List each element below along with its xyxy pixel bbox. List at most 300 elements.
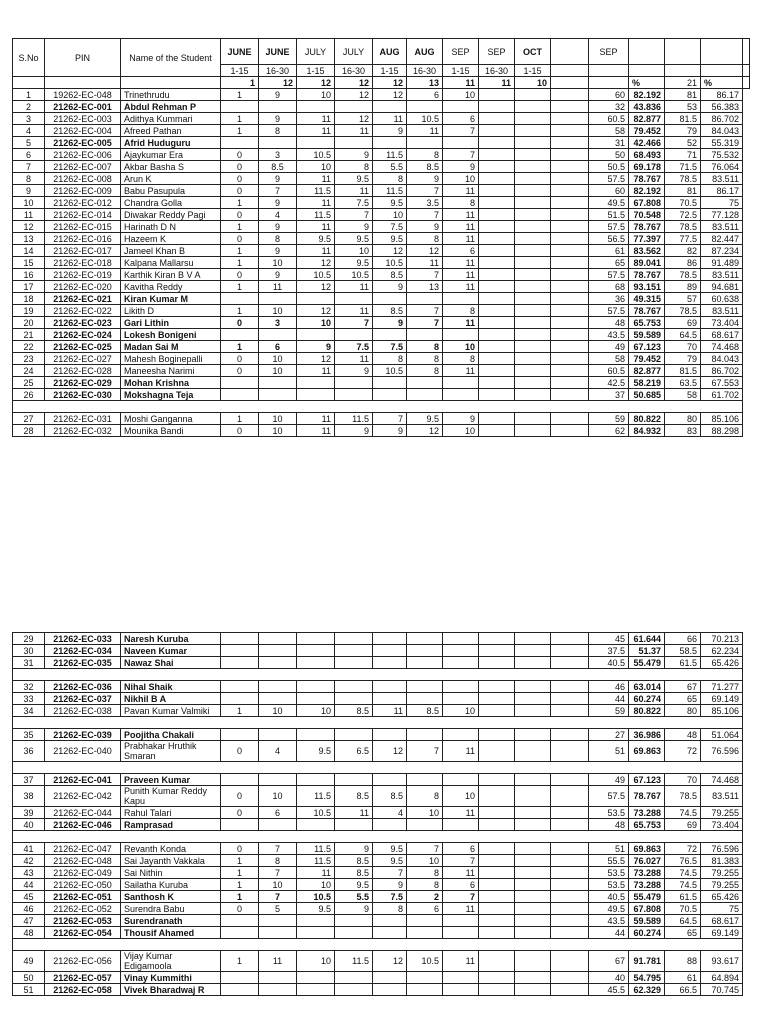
cell-total: 72: [665, 843, 701, 855]
cell-blank: [551, 633, 589, 645]
header-total: 12: [373, 77, 407, 89]
cell-total: 71: [665, 149, 701, 161]
cell-attendance: [515, 951, 551, 972]
header-month: SEP: [443, 39, 479, 65]
cell-percent: 73.288: [629, 807, 665, 819]
header-blank: [121, 77, 221, 89]
cell-attendance: 9.5: [373, 197, 407, 209]
cell-attendance: [259, 293, 297, 305]
table-row: [13, 855, 743, 867]
cell-attendance: 6: [407, 903, 443, 915]
cell-blank: [551, 329, 589, 341]
cell-attendance: [297, 693, 335, 705]
header-total: 10: [515, 77, 551, 89]
cell-sno: 51: [13, 984, 45, 996]
table-row: [13, 221, 750, 233]
cell-attendance: [407, 693, 443, 705]
cell-percent-final: 83.511: [701, 173, 743, 185]
cell-attendance: [221, 389, 259, 401]
cell-name: Thousif Ahamed: [121, 927, 221, 939]
cell-attendance: [515, 281, 551, 293]
cell-attendance: [479, 137, 515, 149]
cell-pin: 21262-EC-003: [45, 113, 121, 125]
cell-attendance: [373, 657, 407, 669]
cell-total: 81.5: [665, 365, 701, 377]
cell-attendance: 9: [407, 173, 443, 185]
cell-sep-total: 40: [589, 972, 629, 984]
cell-percent: 78.767: [629, 173, 665, 185]
cell-sep-total: 68: [589, 281, 629, 293]
cell-blank: [551, 173, 589, 185]
cell-attendance: [515, 365, 551, 377]
cell-pin: 21262-EC-044: [45, 807, 121, 819]
cell-sno: 18: [13, 293, 45, 305]
table-row: [13, 819, 743, 831]
cell-percent-final: 56.383: [701, 101, 743, 113]
cell-total: 74.5: [665, 867, 701, 879]
cell-attendance: 9.5: [373, 855, 407, 867]
cell-attendance: [515, 915, 551, 927]
cell-attendance: [479, 786, 515, 807]
cell-sep-total: 60: [589, 185, 629, 197]
cell-attendance: [479, 855, 515, 867]
cell-attendance: [373, 972, 407, 984]
cell-sep-total: 59: [589, 413, 629, 425]
cell-total: 66: [665, 633, 701, 645]
cell-attendance: [443, 927, 479, 939]
cell-attendance: 11.5: [335, 413, 373, 425]
cell-total: 58.5: [665, 645, 701, 657]
cell-attendance: 8: [407, 365, 443, 377]
cell-attendance: [373, 101, 407, 113]
cell-attendance: [297, 101, 335, 113]
cell-attendance: 0: [221, 185, 259, 197]
cell-attendance: [479, 89, 515, 101]
cell-attendance: [479, 125, 515, 137]
cell-percent: 82.192: [629, 89, 665, 101]
cell-percent: 63.014: [629, 681, 665, 693]
cell-attendance: 11: [335, 125, 373, 137]
cell-sno: 28: [13, 425, 45, 437]
cell-attendance: [515, 681, 551, 693]
cell-attendance: [373, 633, 407, 645]
header-row-months: [13, 39, 750, 65]
cell-blank: [551, 185, 589, 197]
cell-sno: 31: [13, 657, 45, 669]
cell-attendance: 7: [259, 891, 297, 903]
cell-attendance: 11: [443, 365, 479, 377]
header-month: SEP: [479, 39, 515, 65]
cell-attendance: 11.5: [297, 786, 335, 807]
cell-blank: [551, 705, 589, 717]
row-gap: [13, 939, 743, 951]
gap-cell: [13, 762, 743, 774]
cell-attendance: 1: [221, 705, 259, 717]
cell-attendance: 11: [443, 741, 479, 762]
cell-total: 78.5: [665, 173, 701, 185]
cell-attendance: 8: [443, 197, 479, 209]
cell-attendance: [479, 927, 515, 939]
cell-name: Jameel Khan B: [121, 245, 221, 257]
cell-percent-final: 86.702: [701, 365, 743, 377]
cell-attendance: 8: [335, 161, 373, 173]
cell-attendance: [515, 705, 551, 717]
cell-attendance: [479, 209, 515, 221]
cell-percent-final: 69.149: [701, 693, 743, 705]
cell-attendance: 7: [443, 125, 479, 137]
table-row: [13, 681, 743, 693]
cell-percent-final: 71.277: [701, 681, 743, 693]
cell-attendance: [335, 329, 373, 341]
cell-attendance: 11: [335, 305, 373, 317]
cell-sno: 40: [13, 819, 45, 831]
cell-attendance: 10: [297, 161, 335, 173]
cell-attendance: [443, 984, 479, 996]
cell-attendance: [297, 657, 335, 669]
cell-attendance: 7: [407, 269, 443, 281]
table-row: [13, 657, 743, 669]
cell-pin: 21262-EC-032: [45, 425, 121, 437]
table-row: [13, 197, 750, 209]
table-row: [13, 774, 743, 786]
cell-attendance: 10: [407, 807, 443, 819]
cell-attendance: [221, 377, 259, 389]
cell-sep-total: 53.5: [589, 879, 629, 891]
cell-attendance: [335, 645, 373, 657]
cell-attendance: [407, 137, 443, 149]
cell-attendance: 6: [259, 341, 297, 353]
cell-attendance: 0: [221, 786, 259, 807]
cell-pin: 21262-EC-001: [45, 101, 121, 113]
cell-pin: 21262-EC-015: [45, 221, 121, 233]
cell-sno: 32: [13, 681, 45, 693]
cell-attendance: 10: [259, 879, 297, 891]
cell-attendance: 9: [335, 221, 373, 233]
cell-percent: 60.274: [629, 927, 665, 939]
cell-attendance: [335, 927, 373, 939]
cell-attendance: [373, 681, 407, 693]
cell-sep-total: 43.5: [589, 915, 629, 927]
cell-sep-total: 53.5: [589, 867, 629, 879]
cell-attendance: [515, 693, 551, 705]
cell-attendance: 11: [407, 257, 443, 269]
cell-attendance: 9: [297, 341, 335, 353]
cell-attendance: 5.5: [373, 161, 407, 173]
cell-attendance: 9.5: [373, 843, 407, 855]
cell-attendance: 8: [259, 125, 297, 137]
cell-attendance: [407, 293, 443, 305]
cell-attendance: 0: [221, 353, 259, 365]
cell-blank: [551, 113, 589, 125]
cell-attendance: [373, 774, 407, 786]
row-gap: [13, 669, 743, 681]
gap-cell: [13, 831, 743, 843]
cell-attendance: [373, 137, 407, 149]
cell-name: Trinethrudu: [121, 89, 221, 101]
cell-attendance: 8: [407, 786, 443, 807]
cell-attendance: 12: [373, 89, 407, 101]
cell-attendance: [297, 329, 335, 341]
cell-attendance: 7: [407, 209, 443, 221]
cell-attendance: 11: [297, 413, 335, 425]
cell-sep-total: 50: [589, 149, 629, 161]
header-blank: [665, 65, 701, 77]
cell-attendance: 11: [443, 281, 479, 293]
cell-percent: 69.863: [629, 843, 665, 855]
cell-attendance: 11: [297, 425, 335, 437]
cell-attendance: [479, 774, 515, 786]
cell-attendance: 10.5: [373, 365, 407, 377]
cell-attendance: [515, 389, 551, 401]
cell-percent: 58.219: [629, 377, 665, 389]
cell-attendance: [373, 693, 407, 705]
cell-attendance: [479, 645, 515, 657]
cell-attendance: 11: [443, 257, 479, 269]
cell-sno: 38: [13, 786, 45, 807]
cell-attendance: 4: [373, 807, 407, 819]
table-row: [13, 867, 743, 879]
cell-blank: [551, 927, 589, 939]
cell-name: Gari Lithin: [121, 317, 221, 329]
header-sno: S.No: [13, 39, 45, 77]
table-row: [13, 365, 750, 377]
cell-attendance: [443, 693, 479, 705]
cell-attendance: [407, 927, 443, 939]
header-blank: [589, 77, 629, 89]
cell-total: 70: [665, 774, 701, 786]
cell-sno: 50: [13, 972, 45, 984]
cell-total: 65: [665, 693, 701, 705]
cell-total: 78.5: [665, 221, 701, 233]
cell-attendance: [221, 819, 259, 831]
cell-attendance: 9: [259, 197, 297, 209]
cell-total: 79: [665, 125, 701, 137]
cell-sep-total: 57.5: [589, 269, 629, 281]
cell-blank: [551, 774, 589, 786]
cell-percent: 78.767: [629, 269, 665, 281]
cell-attendance: [221, 915, 259, 927]
cell-attendance: 11: [373, 705, 407, 717]
cell-attendance: 10: [259, 425, 297, 437]
cell-percent: 68.493: [629, 149, 665, 161]
cell-sep-total: 37: [589, 389, 629, 401]
cell-attendance: 6: [407, 89, 443, 101]
cell-total: 65: [665, 927, 701, 939]
cell-name: Naveen Kumar: [121, 645, 221, 657]
cell-attendance: 11: [335, 353, 373, 365]
cell-sep-total: 58: [589, 125, 629, 137]
cell-percent-final: 86.17: [701, 185, 743, 197]
cell-sno: 17: [13, 281, 45, 293]
cell-sep-total: 60.5: [589, 365, 629, 377]
cell-attendance: [443, 819, 479, 831]
row-gap: [13, 762, 743, 774]
cell-attendance: [221, 101, 259, 113]
cell-percent-final: 84.043: [701, 353, 743, 365]
cell-attendance: [479, 221, 515, 233]
header-month: JULY: [297, 39, 335, 65]
cell-attendance: [515, 377, 551, 389]
cell-attendance: [479, 353, 515, 365]
table-row: [13, 903, 743, 915]
cell-blank: [551, 197, 589, 209]
cell-attendance: [297, 293, 335, 305]
cell-attendance: [373, 377, 407, 389]
cell-blank: [551, 353, 589, 365]
cell-percent: 42.466: [629, 137, 665, 149]
cell-sep-total: 57.5: [589, 221, 629, 233]
cell-percent-final: 75: [701, 903, 743, 915]
cell-attendance: 11: [443, 221, 479, 233]
cell-attendance: 9: [373, 125, 407, 137]
cell-sno: 46: [13, 903, 45, 915]
row-gap: [13, 717, 743, 729]
header-pct2: %: [701, 77, 743, 89]
cell-attendance: 1: [221, 891, 259, 903]
table-row: [13, 281, 750, 293]
cell-attendance: [515, 891, 551, 903]
cell-pin: 21262-EC-048: [45, 855, 121, 867]
cell-pin: 21262-EC-042: [45, 786, 121, 807]
cell-attendance: 10: [373, 209, 407, 221]
cell-attendance: [515, 855, 551, 867]
cell-attendance: 11: [443, 185, 479, 197]
cell-attendance: [479, 843, 515, 855]
cell-attendance: [515, 197, 551, 209]
cell-attendance: [335, 915, 373, 927]
cell-attendance: [479, 185, 515, 197]
cell-name: Vivek Bharadwaj R: [121, 984, 221, 996]
cell-attendance: 1: [221, 125, 259, 137]
cell-attendance: 1: [221, 879, 259, 891]
cell-blank: [551, 221, 589, 233]
cell-percent-final: 55.319: [701, 137, 743, 149]
cell-attendance: 6: [443, 113, 479, 125]
cell-attendance: 9.5: [373, 233, 407, 245]
cell-attendance: [515, 657, 551, 669]
header-month: JUNE: [221, 39, 259, 65]
cell-attendance: 7: [407, 317, 443, 329]
table-row: [13, 807, 743, 819]
cell-attendance: [479, 233, 515, 245]
cell-attendance: [515, 161, 551, 173]
cell-blank: [551, 693, 589, 705]
cell-attendance: [515, 741, 551, 762]
cell-sep-total: 57.5: [589, 305, 629, 317]
cell-attendance: 7: [443, 855, 479, 867]
table-row: [13, 245, 750, 257]
cell-pin: 21262-EC-034: [45, 645, 121, 657]
table-row: [13, 972, 743, 984]
cell-sno: 1: [13, 89, 45, 101]
cell-attendance: [259, 389, 297, 401]
cell-attendance: 7.5: [373, 341, 407, 353]
cell-attendance: 0: [221, 233, 259, 245]
cell-pin: 21262-EC-037: [45, 693, 121, 705]
cell-attendance: [479, 257, 515, 269]
cell-sno: 16: [13, 269, 45, 281]
cell-pin: 21262-EC-031: [45, 413, 121, 425]
cell-sep-total: 56.5: [589, 233, 629, 245]
cell-attendance: 0: [221, 365, 259, 377]
cell-attendance: [335, 819, 373, 831]
cell-attendance: [515, 173, 551, 185]
cell-pin: 21262-EC-029: [45, 377, 121, 389]
cell-attendance: 7: [407, 185, 443, 197]
cell-sno: 30: [13, 645, 45, 657]
cell-name: Abdul Rehman P: [121, 101, 221, 113]
header-month: AUG: [373, 39, 407, 65]
cell-attendance: [479, 951, 515, 972]
cell-attendance: [479, 681, 515, 693]
table-row: [13, 843, 743, 855]
cell-attendance: [479, 365, 515, 377]
cell-attendance: [407, 377, 443, 389]
cell-percent-final: 51.064: [701, 729, 743, 741]
cell-attendance: [515, 101, 551, 113]
cell-percent-final: 77.128: [701, 209, 743, 221]
cell-attendance: [443, 293, 479, 305]
cell-attendance: [373, 293, 407, 305]
header-month: JUNE: [259, 39, 297, 65]
cell-total: 61.5: [665, 891, 701, 903]
cell-attendance: [479, 867, 515, 879]
cell-attendance: [221, 774, 259, 786]
table-row: [13, 377, 750, 389]
cell-percent: 83.562: [629, 245, 665, 257]
cell-attendance: 10: [335, 245, 373, 257]
cell-sno: 33: [13, 693, 45, 705]
cell-blank: [551, 377, 589, 389]
header-blank: [701, 39, 743, 65]
cell-attendance: [335, 693, 373, 705]
cell-attendance: [297, 972, 335, 984]
header-blank: [589, 65, 629, 77]
cell-attendance: 9: [335, 903, 373, 915]
cell-percent-final: 83.511: [701, 221, 743, 233]
cell-percent-final: 85.106: [701, 413, 743, 425]
cell-attendance: 8: [373, 903, 407, 915]
cell-name: Babu Pasupula: [121, 185, 221, 197]
cell-attendance: [515, 149, 551, 161]
cell-percent: 59.589: [629, 329, 665, 341]
cell-attendance: 8: [407, 353, 443, 365]
cell-sno: 3: [13, 113, 45, 125]
cell-attendance: 11: [297, 125, 335, 137]
cell-sno: 2: [13, 101, 45, 113]
cell-attendance: 12: [297, 353, 335, 365]
cell-attendance: 12: [297, 305, 335, 317]
cell-sep-total: 37.5: [589, 645, 629, 657]
cell-sep-total: 62: [589, 425, 629, 437]
cell-name: Revanth Konda: [121, 843, 221, 855]
cell-percent: 60.274: [629, 693, 665, 705]
cell-attendance: 11: [443, 903, 479, 915]
cell-sno: 49: [13, 951, 45, 972]
cell-attendance: [479, 693, 515, 705]
cell-attendance: [373, 729, 407, 741]
table-row: [13, 633, 743, 645]
cell-attendance: [407, 729, 443, 741]
header-period: 1-15: [373, 65, 407, 77]
cell-attendance: 9.5: [335, 879, 373, 891]
cell-total: 61.5: [665, 657, 701, 669]
cell-attendance: 1: [221, 867, 259, 879]
cell-percent-final: 74.468: [701, 774, 743, 786]
cell-attendance: 5.5: [335, 891, 373, 903]
cell-pin: 21262-EC-054: [45, 927, 121, 939]
header-month: AUG: [407, 39, 443, 65]
